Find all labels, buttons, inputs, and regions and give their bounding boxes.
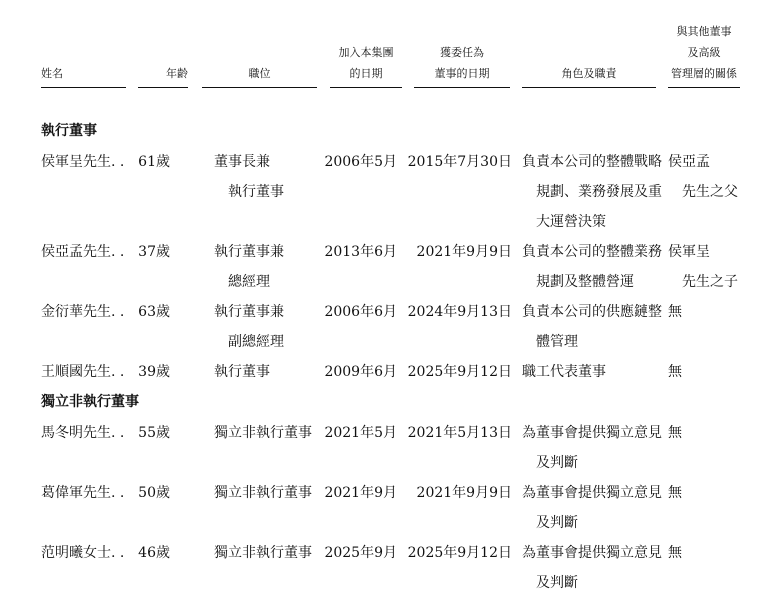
director-name: 侯亞孟先生. .: [41, 244, 125, 260]
director-relation-line1: 侯亞孟: [668, 154, 710, 170]
header-appoint-line1: 獲委任為: [440, 46, 484, 59]
director-relation-line1: 侯軍呈: [668, 244, 710, 260]
director-roles-line2: 及判斷: [536, 515, 578, 531]
director-age: 37歲: [138, 244, 170, 260]
director-age: 39歲: [138, 364, 170, 380]
director-join-date: 2006年6月: [324, 304, 397, 320]
header-join-line1: 加入本集團: [338, 46, 394, 59]
director-name: 馬冬明先生. .: [41, 425, 125, 441]
director-position-line2: 執行董事: [228, 184, 284, 200]
director-position-line2: 副總經理: [228, 334, 284, 350]
header-rule-name: [41, 87, 126, 88]
section-title-executive: 執行董事: [41, 123, 97, 139]
header-rule-relation: [668, 87, 740, 88]
section-title-independent: 獨立非執行董事: [41, 394, 139, 410]
header-rule-join: [330, 87, 402, 88]
director-age: 63歲: [138, 304, 170, 320]
director-relation-line1: 無: [668, 304, 682, 320]
director-roles-line2: 及判斷: [536, 455, 578, 471]
director-appoint-date: 2015年7月30日: [407, 154, 512, 170]
director-roles-line2: 體管理: [536, 334, 578, 350]
header-rule-age: [138, 87, 188, 88]
director-name: 王順國先生. .: [41, 364, 125, 380]
director-roles-line1: 負責本公司的整體戰略: [522, 154, 662, 170]
director-roles-line1: 負責本公司的供應鏈整: [522, 304, 662, 320]
director-position-line1: 獨立非執行董事: [214, 485, 312, 501]
director-roles-line1: 為董事會提供獨立意見: [522, 485, 662, 501]
header-relation-line1: 與其他董事: [676, 25, 732, 38]
header-join-line2: 的日期: [349, 67, 383, 80]
director-relation-line1: 無: [668, 485, 682, 501]
header-rule-roles: [522, 87, 656, 88]
director-age: 50歲: [138, 485, 170, 501]
director-join-date: 2006年5月: [324, 154, 397, 170]
director-appoint-date: 2021年9月9日: [416, 244, 512, 260]
director-position-line1: 執行董事: [214, 364, 270, 380]
director-relation-line1: 無: [668, 545, 682, 561]
director-appoint-date: 2025年9月12日: [407, 364, 512, 380]
director-relation-line2: 先生之父: [682, 184, 738, 200]
header-relation: [668, 21, 740, 84]
director-position-line1: 董事長兼: [214, 154, 270, 170]
director-appoint-date: 2021年5月13日: [407, 425, 512, 441]
director-roles-line1: 職工代表董事: [522, 364, 606, 380]
director-appoint-date: 2021年9月9日: [416, 485, 512, 501]
director-age: 46歲: [138, 545, 170, 561]
director-position-line1: 執行董事兼: [214, 304, 284, 320]
director-name: 葛偉軍先生. .: [41, 485, 125, 501]
director-relation-line1: 無: [668, 425, 682, 441]
director-relation-line1: 無: [668, 364, 682, 380]
director-name: 金衍華先生. .: [41, 304, 125, 320]
director-join-date: 2021年9月: [324, 485, 397, 501]
director-join-date: 2013年6月: [324, 244, 397, 260]
header-appoint-line2: 董事的日期: [434, 67, 490, 80]
director-roles-line1: 為董事會提供獨立意見: [522, 425, 662, 441]
header-rule-position: [202, 87, 317, 88]
director-age: 61歲: [138, 154, 170, 170]
header-position: 職位: [248, 67, 271, 80]
director-roles-line1: 為董事會提供獨立意見: [522, 545, 662, 561]
director-appoint-date: 2025年9月12日: [407, 545, 512, 561]
director-name: 侯軍呈先生. .: [41, 154, 125, 170]
header-rule-appoint: [414, 87, 510, 88]
director-join-date: 2025年9月: [324, 545, 397, 561]
header-appoint-date: [414, 42, 510, 84]
director-roles-line2: 規劃及整體營運: [536, 274, 634, 290]
director-position-line1: 獨立非執行董事: [214, 425, 312, 441]
director-roles-line2: 及判斷: [536, 575, 578, 591]
director-join-date: 2009年6月: [324, 364, 397, 380]
director-roles-line1: 負責本公司的整體業務: [522, 244, 662, 260]
header-name: 姓名: [41, 67, 63, 80]
director-name: 范明曦女士. .: [41, 545, 125, 561]
director-relation-line2: 先生之子: [682, 274, 738, 290]
director-roles-line2: 規劃、業務發展及重: [536, 184, 662, 200]
director-join-date: 2021年5月: [324, 425, 397, 441]
director-appoint-date: 2024年9月13日: [407, 304, 512, 320]
director-position-line1: 執行董事兼: [214, 244, 284, 260]
header-relation-line3: 管理層的關係: [671, 67, 737, 80]
header-join-date: [330, 42, 402, 84]
director-position-line1: 獨立非執行董事: [214, 545, 312, 561]
director-age: 55歲: [138, 425, 170, 441]
director-roles-line3: 大運營決策: [536, 214, 606, 230]
header-roles: 角色及職責: [561, 67, 617, 80]
header-relation-line2: 及高級: [687, 46, 721, 59]
director-position-line2: 總經理: [228, 274, 270, 290]
header-age: 年齡: [166, 67, 188, 80]
